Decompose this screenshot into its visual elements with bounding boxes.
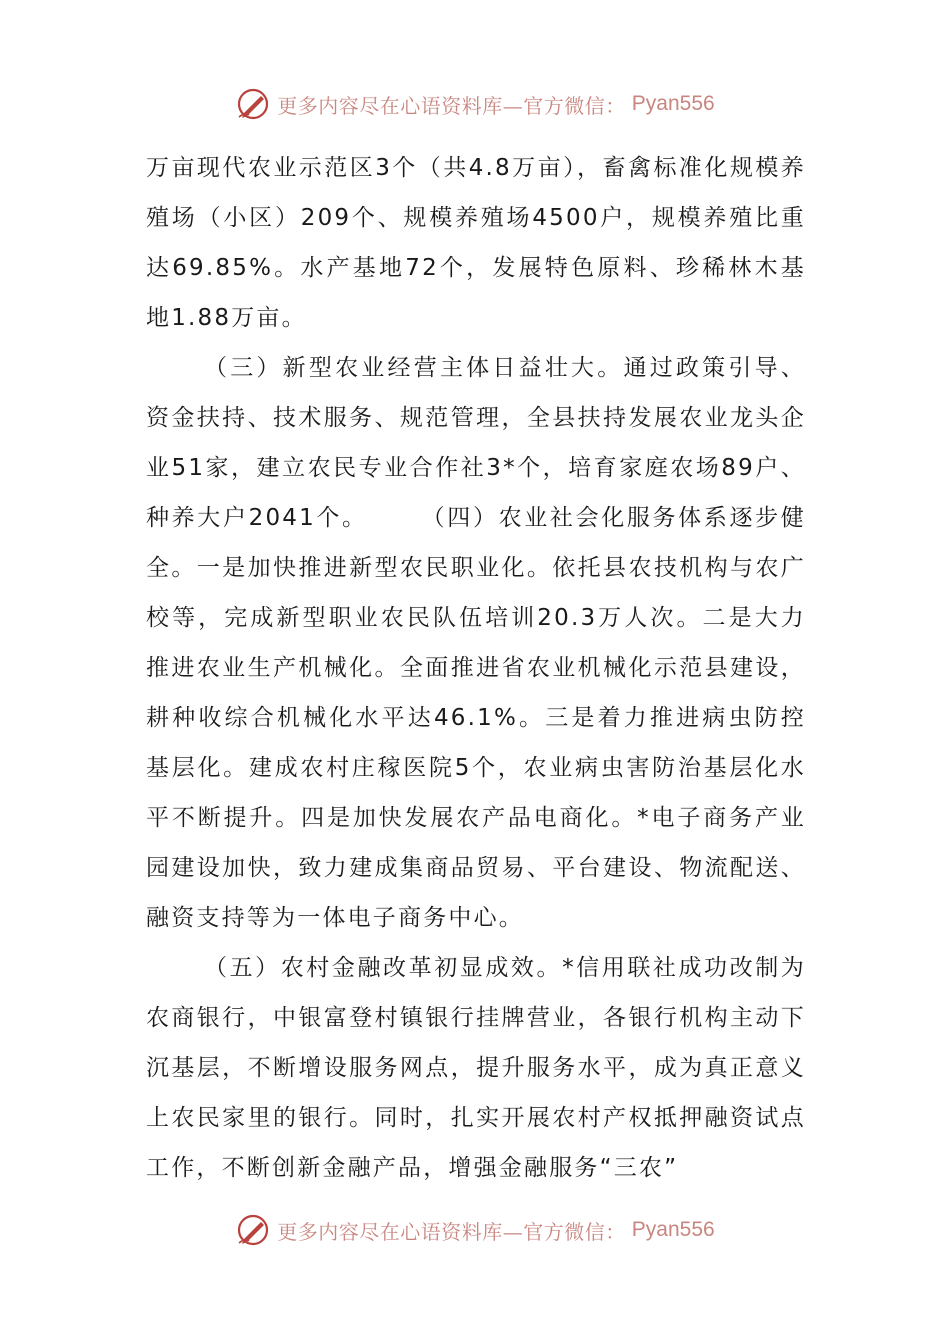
header-watermark-handle: Pyan556 xyxy=(631,92,715,115)
paragraph-2: （三）新型农业经营主体日益壮大。通过政策引导、资金扶持、技术服务、规范管理，全县扶持发展农业龙头企业51家，建立农民专业合作社3*个，培育家庭农场89户、种养大户2041个。 （四）农业社会化服务体系逐步健全。一是加快推进新型农民职业化。依托县农技机构与农广校等，完成新型职业农民队伍培训20.3万人次。二是大力推进农业生产机械化。全面推进省农业机械化示范县建设，耕种收综合机械化水平达46.1%。三是着力推进病虫防控基层化。建成农村庄稼医院5个，农业病虫害防治基层化水平不断提升。四是加快发展农产品电商化。*电子商务产业园建设加快，致力建成集商品贸易、平台建设、物流配送、融资支持等为一体电子商务中心。 xyxy=(146,355,806,931)
footer-watermark-handle: Pyan556 xyxy=(631,1218,715,1241)
header-watermark-text: 更多内容尽在心语资料库—官方微信： xyxy=(277,93,626,118)
paragraph-3: （五）农村金融改革初显成效。*信用联社成功改制为农商银行，中银富登村镇银行挂牌营业，各银行机构主动下沉基层，不断增设服务网点，提升服务水平，成为真正意义上农民家里的银行。同时，扎实开展农村产权抵押融资试点工作，不断创新金融产品，增强金融服务“三农” xyxy=(146,955,806,1181)
pen-logo-icon xyxy=(235,86,271,122)
pen-logo-icon xyxy=(235,1212,271,1248)
footer-watermark-banner xyxy=(0,1210,950,1250)
paragraph-1: 万亩现代农业示范区3个（共4.8万亩），畜禽标准化规模养殖场（小区）209个、规模养殖场4500户，规模养殖比重达69.85%。水产基地72个，发展特色原料、珍稀林木基地1.88万亩。 xyxy=(146,155,806,331)
header-watermark-banner xyxy=(0,84,950,124)
footer-watermark-text: 更多内容尽在心语资料库—官方微信： xyxy=(277,1219,626,1244)
document-body xyxy=(146,143,806,1193)
